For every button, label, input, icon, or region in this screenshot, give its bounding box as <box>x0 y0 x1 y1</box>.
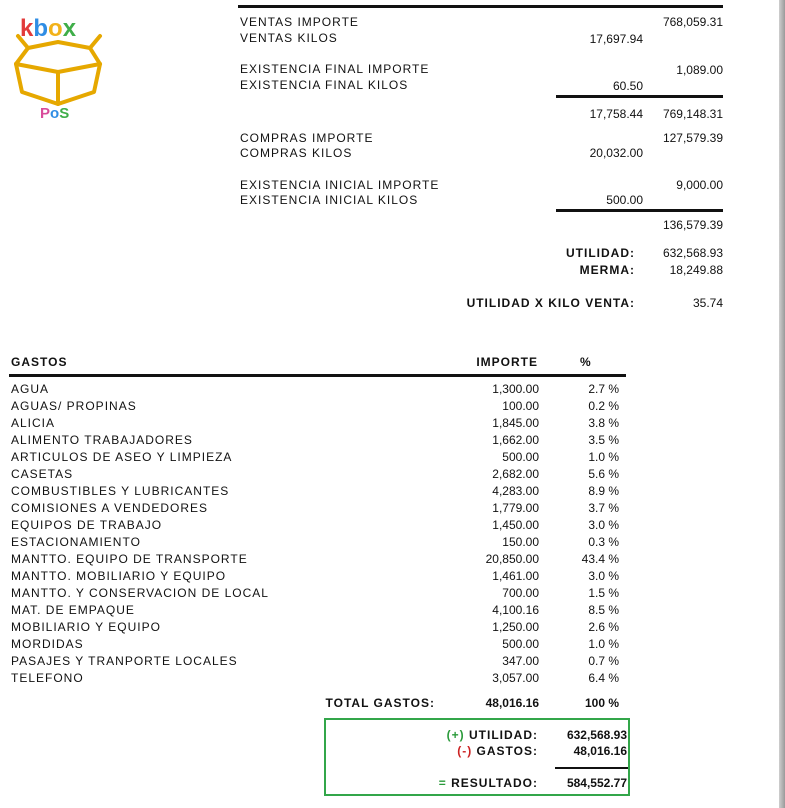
total-gastos-pct: 100 % <box>584 696 619 710</box>
gastos-row-concepto: EQUIPOS DE TRABAJO <box>11 518 163 532</box>
plus-sign: (+) <box>446 728 465 742</box>
gastos-row-pct: 8.9 % <box>588 484 619 498</box>
existencia-inicial-kilos-value: 500.00 <box>606 193 643 207</box>
gastos-row-concepto: AGUA <box>11 382 50 396</box>
ventas-kilos-value: 17,697.94 <box>589 32 643 46</box>
gastos-row-importe: 1,450.00 <box>492 518 539 532</box>
gastos-row-importe: 500.00 <box>502 637 539 651</box>
gastos-row-concepto: CASETAS <box>11 467 74 481</box>
kbox-pos-logo <box>8 12 108 122</box>
existencia-final-importe-label: EXISTENCIA FINAL IMPORTE <box>240 62 430 76</box>
gastos-row-pct: 0.3 % <box>588 535 619 549</box>
gastos-header-pct: % <box>580 355 592 369</box>
existencia-inicial-importe-value: 9,000.00 <box>676 178 723 192</box>
merma-value: 18,249.88 <box>669 263 723 277</box>
resultado-gastos-value: 48,016.16 <box>573 744 627 758</box>
gastos-row-importe: 20,850.00 <box>485 552 539 566</box>
gastos-row-importe: 100.00 <box>502 399 539 413</box>
gastos-header-concepto: GASTOS <box>11 355 68 369</box>
gastos-header-importe: IMPORTE <box>476 355 538 369</box>
minus-sign: (-) <box>457 744 473 758</box>
gastos-row-concepto: ALICIA <box>11 416 56 430</box>
gastos-row-importe: 1,250.00 <box>492 620 539 634</box>
box-logo-icon <box>8 12 108 122</box>
gastos-row-importe: 2,682.00 <box>492 467 539 481</box>
resultado-gastos-label-text: GASTOS: <box>476 744 538 758</box>
utilidad-kilo-value: 35.74 <box>692 296 723 310</box>
resultado-utilidad-label <box>400 728 538 742</box>
resultado-utilidad-label-text: UTILIDAD: <box>469 728 538 742</box>
gastos-row-pct: 2.7 % <box>588 382 619 396</box>
utilidad-kilo-label: UTILIDAD X KILO VENTA: <box>466 296 635 310</box>
gastos-row-pct: 6.4 % <box>588 671 619 685</box>
resultado-label-text: RESULTADO: <box>451 776 538 790</box>
utilidad-value: 632,568.93 <box>662 246 723 260</box>
gastos-row-pct: 3.0 % <box>588 569 619 583</box>
gastos-row-concepto: MAT. DE EMPAQUE <box>11 603 135 617</box>
gastos-row-pct: 2.6 % <box>588 620 619 634</box>
gastos-row-pct: 1.5 % <box>588 586 619 600</box>
total-gastos-importe: 48,016.16 <box>485 696 539 710</box>
gastos-row-importe: 1,300.00 <box>492 382 539 396</box>
ventas-importe-value: 768,059.31 <box>662 15 723 29</box>
existencia-inicial-kilos-label: EXISTENCIA INICIAL KILOS <box>240 193 419 207</box>
compras-kilos-value: 20,032.00 <box>589 146 643 160</box>
utilidad-label: UTILIDAD: <box>566 246 635 260</box>
gastos-row-concepto: ARTICULOS DE ASEO Y LIMPIEZA <box>11 450 233 464</box>
page-edge-shadow <box>779 0 785 808</box>
gastos-row-importe: 1,845.00 <box>492 416 539 430</box>
ventas-importe-label: VENTAS IMPORTE <box>240 15 359 29</box>
gastos-row-importe: 1,662.00 <box>492 433 539 447</box>
subtotal1-importe: 769,148.31 <box>662 107 723 121</box>
equals-sign: = <box>438 776 447 790</box>
svg-text:kbox: kbox <box>20 15 77 42</box>
gastos-row-importe: 700.00 <box>502 586 539 600</box>
resultado-utilidad-value: 632,568.93 <box>566 728 627 742</box>
gastos-row-importe: 347.00 <box>502 654 539 668</box>
gastos-row-importe: 4,100.16 <box>492 603 539 617</box>
resultado-rule <box>555 767 628 769</box>
gastos-row-importe: 1,779.00 <box>492 501 539 515</box>
gastos-row-importe: 150.00 <box>502 535 539 549</box>
total-gastos-label: TOTAL GASTOS: <box>325 696 435 710</box>
gastos-row-concepto: MORDIDAS <box>11 637 84 651</box>
existencia-inicial-importe-label: EXISTENCIA INICIAL IMPORTE <box>240 178 440 192</box>
gastos-row-pct: 3.5 % <box>588 433 619 447</box>
gastos-row-importe: 3,057.00 <box>492 671 539 685</box>
resultado-gastos-label <box>400 744 538 758</box>
gastos-row-importe: 4,283.00 <box>492 484 539 498</box>
existencia-final-kilos-label: EXISTENCIA FINAL KILOS <box>240 78 409 92</box>
resultado-label <box>400 776 538 790</box>
gastos-header-rule <box>9 374 626 377</box>
resultado-value: 584,552.77 <box>566 776 627 790</box>
gastos-row-concepto: TELEFONO <box>11 671 84 685</box>
gastos-row-pct: 3.0 % <box>588 518 619 532</box>
gastos-row-concepto: PASAJES Y TRANPORTE LOCALES <box>11 654 238 668</box>
gastos-row-concepto: MANTTO. EQUIPO DE TRANSPORTE <box>11 552 248 566</box>
gastos-row-concepto: AGUAS/ PROPINAS <box>11 399 137 413</box>
gastos-row-pct: 0.2 % <box>588 399 619 413</box>
gastos-row-importe: 1,461.00 <box>492 569 539 583</box>
gastos-row-concepto: ALIMENTO TRABAJADORES <box>11 433 193 447</box>
gastos-row-pct: 43.4 % <box>581 552 619 566</box>
gastos-row-concepto: COMBUSTIBLES Y LUBRICANTES <box>11 484 230 498</box>
compras-importe-value: 127,579.39 <box>662 131 723 145</box>
existencia-final-kilos-value: 60.50 <box>612 79 643 93</box>
gastos-row-pct: 5.6 % <box>588 467 619 481</box>
subtotal2-rule <box>556 209 723 212</box>
gastos-row-pct: 3.7 % <box>588 501 619 515</box>
gastos-row-concepto: MOBILIARIO Y EQUIPO <box>11 620 161 634</box>
gastos-row-concepto: ESTACIONAMIENTO <box>11 535 141 549</box>
gastos-row-pct: 8.5 % <box>588 603 619 617</box>
existencia-final-importe-value: 1,089.00 <box>676 63 723 77</box>
merma-label: MERMA: <box>579 263 635 277</box>
compras-kilos-label: COMPRAS KILOS <box>240 146 353 160</box>
gastos-row-pct: 1.0 % <box>588 450 619 464</box>
gastos-row-concepto: MANTTO. MOBILIARIO Y EQUIPO <box>11 569 227 583</box>
gastos-row-concepto: COMISIONES A VENDEDORES <box>11 501 209 515</box>
gastos-row-pct: 0.7 % <box>588 654 619 668</box>
subtotal1-rule <box>556 95 723 98</box>
gastos-row-concepto: MANTTO. Y CONSERVACION DE LOCAL <box>11 586 269 600</box>
gastos-row-importe: 500.00 <box>502 450 539 464</box>
ventas-kilos-label: VENTAS KILOS <box>240 31 338 45</box>
summary-top-rule <box>238 5 723 8</box>
gastos-row-pct: 1.0 % <box>588 637 619 651</box>
gastos-row-pct: 3.8 % <box>588 416 619 430</box>
subtotal2-importe: 136,579.39 <box>662 218 723 232</box>
compras-importe-label: COMPRAS IMPORTE <box>240 131 374 145</box>
subtotal1-kilos: 17,758.44 <box>589 107 643 121</box>
svg-text:PoS: PoS <box>40 105 70 122</box>
